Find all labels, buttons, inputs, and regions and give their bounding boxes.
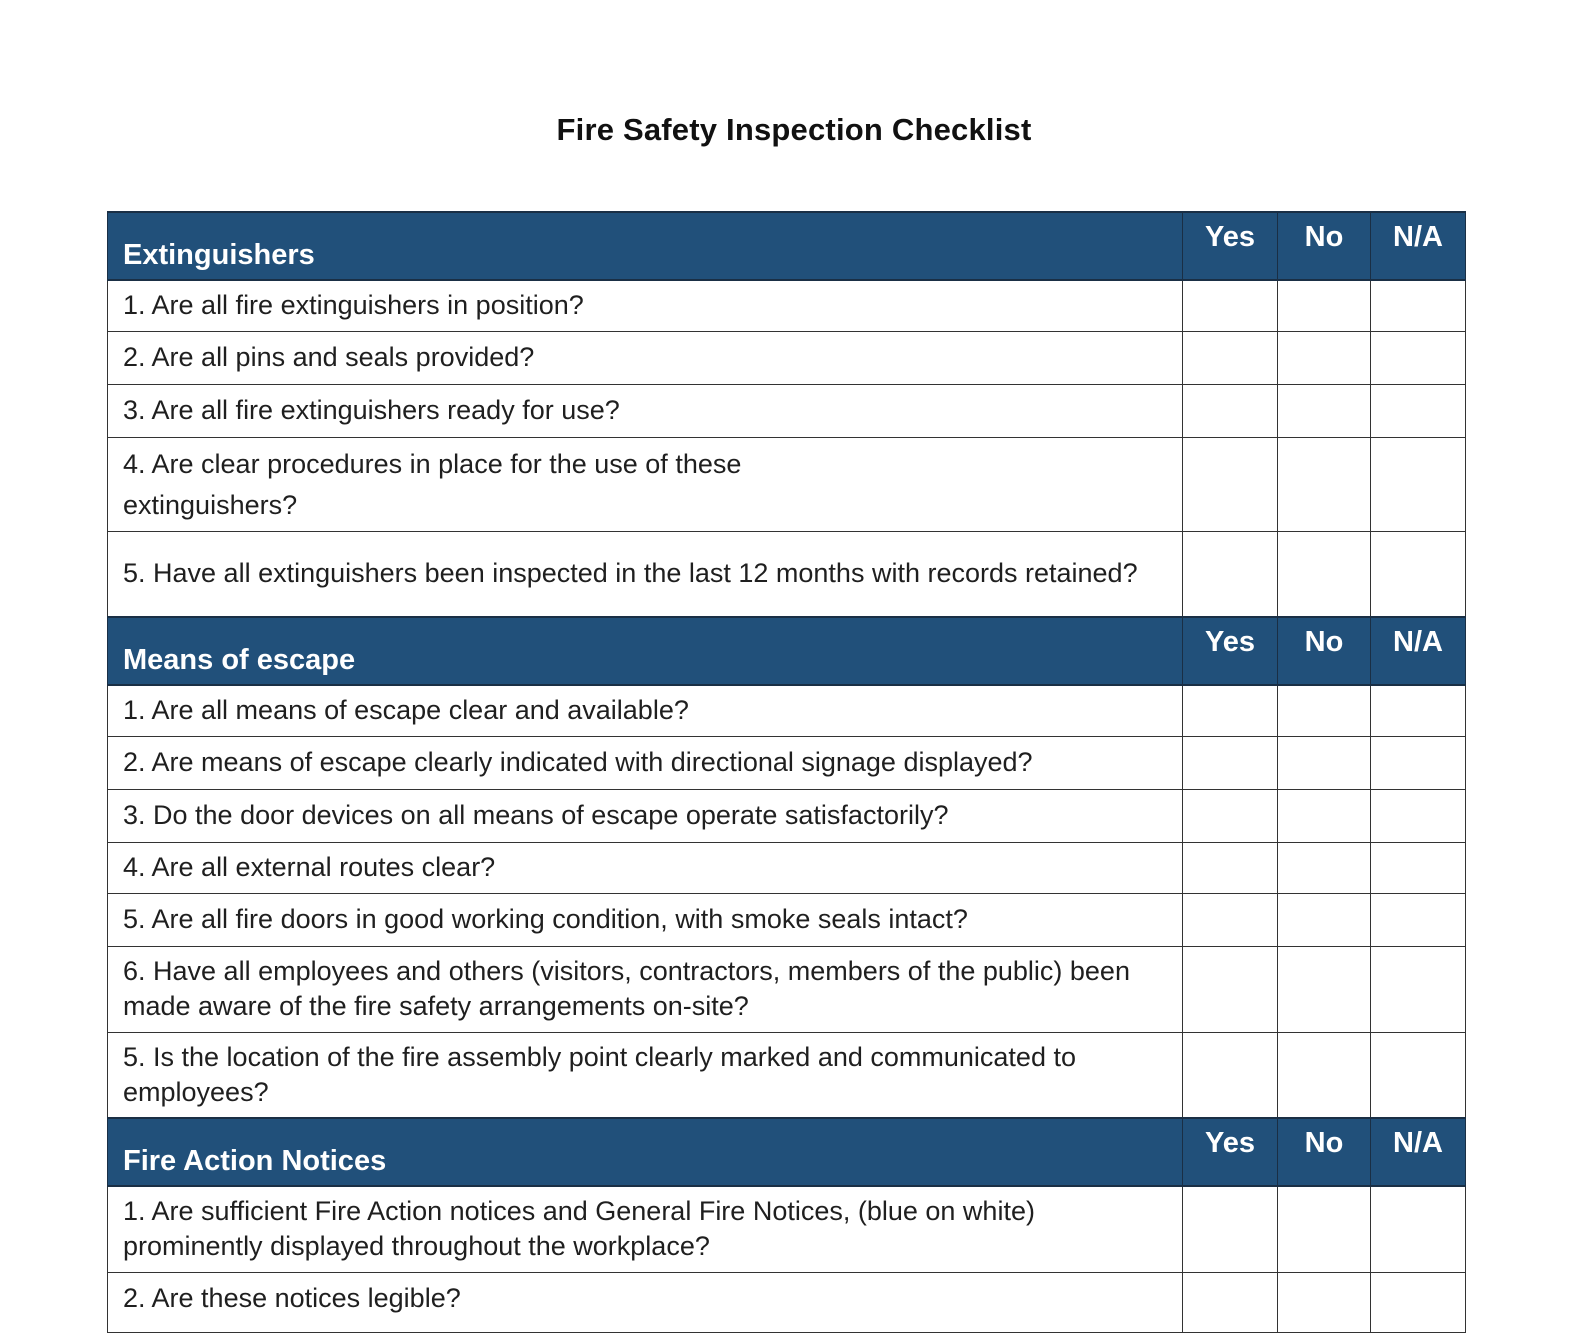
- question-text: 4. Are clear procedures in place for the use of these extinguishers?: [108, 437, 1183, 531]
- no-checkbox-cell[interactable]: [1278, 384, 1371, 437]
- section-title: Extinguishers: [108, 212, 1183, 280]
- na-checkbox-cell[interactable]: [1371, 736, 1466, 789]
- na-checkbox-cell[interactable]: [1371, 842, 1466, 893]
- no-checkbox-cell[interactable]: [1278, 946, 1371, 1032]
- question-text: 5. Is the location of the fire assembly point clearly marked and communicated to employees?: [108, 1032, 1183, 1118]
- section-header-extinguishers: [108, 212, 1466, 280]
- no-checkbox-cell[interactable]: [1278, 736, 1371, 789]
- no-checkbox-cell[interactable]: [1278, 1032, 1371, 1118]
- yes-checkbox-cell[interactable]: [1183, 531, 1278, 617]
- na-checkbox-cell[interactable]: [1371, 893, 1466, 946]
- question-text: 5. Are all fire doors in good working condition, with smoke seals intact?: [108, 893, 1183, 946]
- section-header-means-of-escape: [108, 617, 1466, 685]
- na-checkbox-cell[interactable]: [1371, 1186, 1466, 1272]
- na-checkbox-cell[interactable]: [1371, 437, 1466, 531]
- na-checkbox-cell[interactable]: [1371, 1032, 1466, 1118]
- na-checkbox-cell[interactable]: [1371, 384, 1466, 437]
- section-header-fire-action-notices: [108, 1118, 1466, 1186]
- checklist-row: [108, 685, 1466, 736]
- yes-checkbox-cell[interactable]: [1183, 437, 1278, 531]
- column-yes-header: Yes: [1183, 1118, 1278, 1186]
- checklist-row: [108, 1186, 1466, 1272]
- question-text: 3. Are all fire extinguishers ready for use?: [108, 384, 1183, 437]
- page-title: Fire Safety Inspection Checklist: [556, 112, 1032, 147]
- no-checkbox-cell[interactable]: [1278, 531, 1371, 617]
- section-title: Fire Action Notices: [108, 1118, 1183, 1186]
- no-checkbox-cell[interactable]: [1278, 842, 1371, 893]
- yes-checkbox-cell[interactable]: [1183, 736, 1278, 789]
- column-na-header: N/A: [1371, 212, 1466, 280]
- yes-checkbox-cell[interactable]: [1183, 893, 1278, 946]
- section-title: Means of escape: [108, 617, 1183, 685]
- na-checkbox-cell[interactable]: [1371, 280, 1466, 331]
- no-checkbox-cell[interactable]: [1278, 331, 1371, 384]
- column-na-header: N/A: [1371, 1118, 1466, 1186]
- no-checkbox-cell[interactable]: [1278, 789, 1371, 842]
- checklist-row: [108, 789, 1466, 842]
- column-no-header: No: [1278, 617, 1371, 685]
- column-yes-header: Yes: [1183, 617, 1278, 685]
- column-no-header: No: [1278, 212, 1371, 280]
- yes-checkbox-cell[interactable]: [1183, 1186, 1278, 1272]
- question-text: 1. Are all means of escape clear and available?: [108, 685, 1183, 736]
- checklist-row: [108, 384, 1466, 437]
- yes-checkbox-cell[interactable]: [1183, 280, 1278, 331]
- question-text: 6. Have all employees and others (visitors, contractors, members of the public) been made aware of the fire safety arrangements on-site?: [108, 946, 1183, 1032]
- na-checkbox-cell[interactable]: [1371, 685, 1466, 736]
- yes-checkbox-cell[interactable]: [1183, 1272, 1278, 1332]
- checklist-table: [107, 211, 1466, 1333]
- na-checkbox-cell[interactable]: [1371, 531, 1466, 617]
- no-checkbox-cell[interactable]: [1278, 1186, 1371, 1272]
- question-text: 1. Are sufficient Fire Action notices and General Fire Notices, (blue on white) prominently displayed throughout the workplace?: [108, 1186, 1183, 1272]
- no-checkbox-cell[interactable]: [1278, 280, 1371, 331]
- yes-checkbox-cell[interactable]: [1183, 384, 1278, 437]
- question-text: 2. Are these notices legible?: [108, 1272, 1183, 1332]
- yes-checkbox-cell[interactable]: [1183, 789, 1278, 842]
- na-checkbox-cell[interactable]: [1371, 789, 1466, 842]
- question-text: 1. Are all fire extinguishers in position?: [108, 280, 1183, 331]
- column-no-header: No: [1278, 1118, 1371, 1186]
- no-checkbox-cell[interactable]: [1278, 893, 1371, 946]
- checklist-row: [108, 1032, 1466, 1118]
- yes-checkbox-cell[interactable]: [1183, 842, 1278, 893]
- yes-checkbox-cell[interactable]: [1183, 685, 1278, 736]
- question-text: 2. Are all pins and seals provided?: [108, 331, 1183, 384]
- checklist-row: [108, 531, 1466, 617]
- no-checkbox-cell[interactable]: [1278, 1272, 1371, 1332]
- checklist-row: [108, 842, 1466, 893]
- question-text: 3. Do the door devices on all means of escape operate satisfactorily?: [108, 789, 1183, 842]
- question-text: 4. Are all external routes clear?: [108, 842, 1183, 893]
- question-text: 5. Have all extinguishers been inspected in the last 12 months with records retained?: [108, 531, 1183, 617]
- checklist-row: [108, 946, 1466, 1032]
- yes-checkbox-cell[interactable]: [1183, 331, 1278, 384]
- na-checkbox-cell[interactable]: [1371, 1272, 1466, 1332]
- yes-checkbox-cell[interactable]: [1183, 946, 1278, 1032]
- no-checkbox-cell[interactable]: [1278, 437, 1371, 531]
- checklist-row: [108, 736, 1466, 789]
- checklist-row: [108, 893, 1466, 946]
- column-yes-header: Yes: [1183, 212, 1278, 280]
- na-checkbox-cell[interactable]: [1371, 946, 1466, 1032]
- checklist-row: [108, 1272, 1466, 1332]
- yes-checkbox-cell[interactable]: [1183, 1032, 1278, 1118]
- checklist-row: [108, 331, 1466, 384]
- na-checkbox-cell[interactable]: [1371, 331, 1466, 384]
- column-na-header: N/A: [1371, 617, 1466, 685]
- checklist-row: [108, 437, 1466, 531]
- no-checkbox-cell[interactable]: [1278, 685, 1371, 736]
- question-text: 2. Are means of escape clearly indicated with directional signage displayed?: [108, 736, 1183, 789]
- checklist-row: [108, 280, 1466, 331]
